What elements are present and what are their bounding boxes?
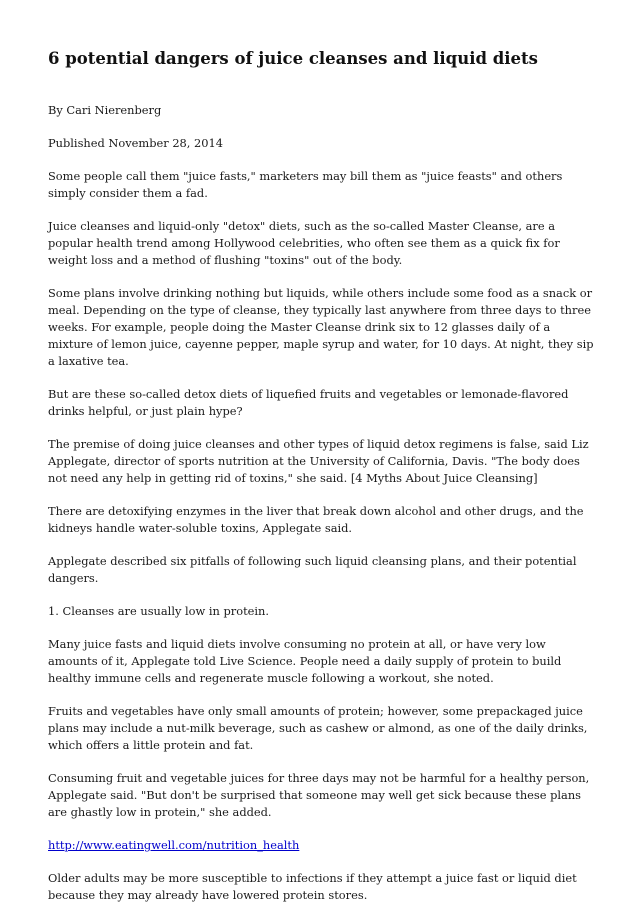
paragraph-6: There are detoxifying enzymes in the liver that break down alcohol and other drugs, and the kidneys handle water-soluble toxins, Applegate said. [48,504,584,535]
section-heading-1: 1. Cleanses are usually low in protein. [48,604,269,618]
published-date: Published November 28, 2014 [48,136,224,150]
byline: By Cari Nierenberg [48,103,162,117]
article-title: 6 potential dangers of juice cleanses and liquid diets [48,49,538,68]
paragraph-7: Applegate described six pitfalls of following such liquid cleansing plans, and their potential dangers. [48,554,577,585]
paragraph-4: But are these so-called detox diets of liquefied fruits and vegetables or lemonade-flavored drinks helpful, or just plain hype? [48,387,569,418]
paragraph-2: Juice cleanses and liquid-only "detox" diets, such as the so-called Master Cleanse, are a popular health trend among Hollywood celebrities, who often see them as a quick fix for weight loss and a method of flushing "toxins" out of the body. [48,219,560,267]
paragraph-1: Some people call them "juice fasts," marketers may bill them as "juice feasts" and others simply consider them a fad. [48,169,563,200]
closing-paragraph: Older adults may be more susceptible to infections if they attempt a juice fast or liquid diet because they may already have lowered protein stores. [48,871,577,902]
link-paragraph [48,837,598,854]
paragraph-5: The premise of doing juice cleanses and other types of liquid detox regimens is false, said Liz Applegate, director of sports nutrition at the University of California, Davis. "The body does not need any help in getting rid of toxins," she said. [4 Myths About Juice Cleansing] [48,437,589,485]
paragraph-8: Many juice fasts and liquid diets involve consuming no protein at all, or have very low amounts of it, Applegate told Live Science. People need a daily supply of protein to build healthy immune cells and regenerate muscle following a workout, she noted. [48,637,562,685]
eatingwell-link[interactable]: http://www.eatingwell.com/nutrition_health [48,838,300,852]
paragraph-9: Fruits and vegetables have only small amounts of protein; however, some prepackaged juice plans may include a nut-milk beverage, such as cashew or almond, as one of the daily drinks, which offers a little protein and fat. [48,704,588,752]
paragraph-3: Some plans involve drinking nothing but liquids, while others include some food as a snack or meal. Depending on the type of cleanse, they typically last anywhere from three days to three weeks. For example, people doing the Master Cleanse drink six to 12 glasses daily of a mixture of lemon juice, cayenne pepper, maple syrup and water, for 10 days. At night, they sip a laxative tea. [48,286,594,368]
paragraph-10: Consuming fruit and vegetable juices for three days may not be harmful for a healthy person, Applegate said. "But don't be surprised that someone may well get sick because these plans are ghastly low in protein," she added. [48,771,590,819]
